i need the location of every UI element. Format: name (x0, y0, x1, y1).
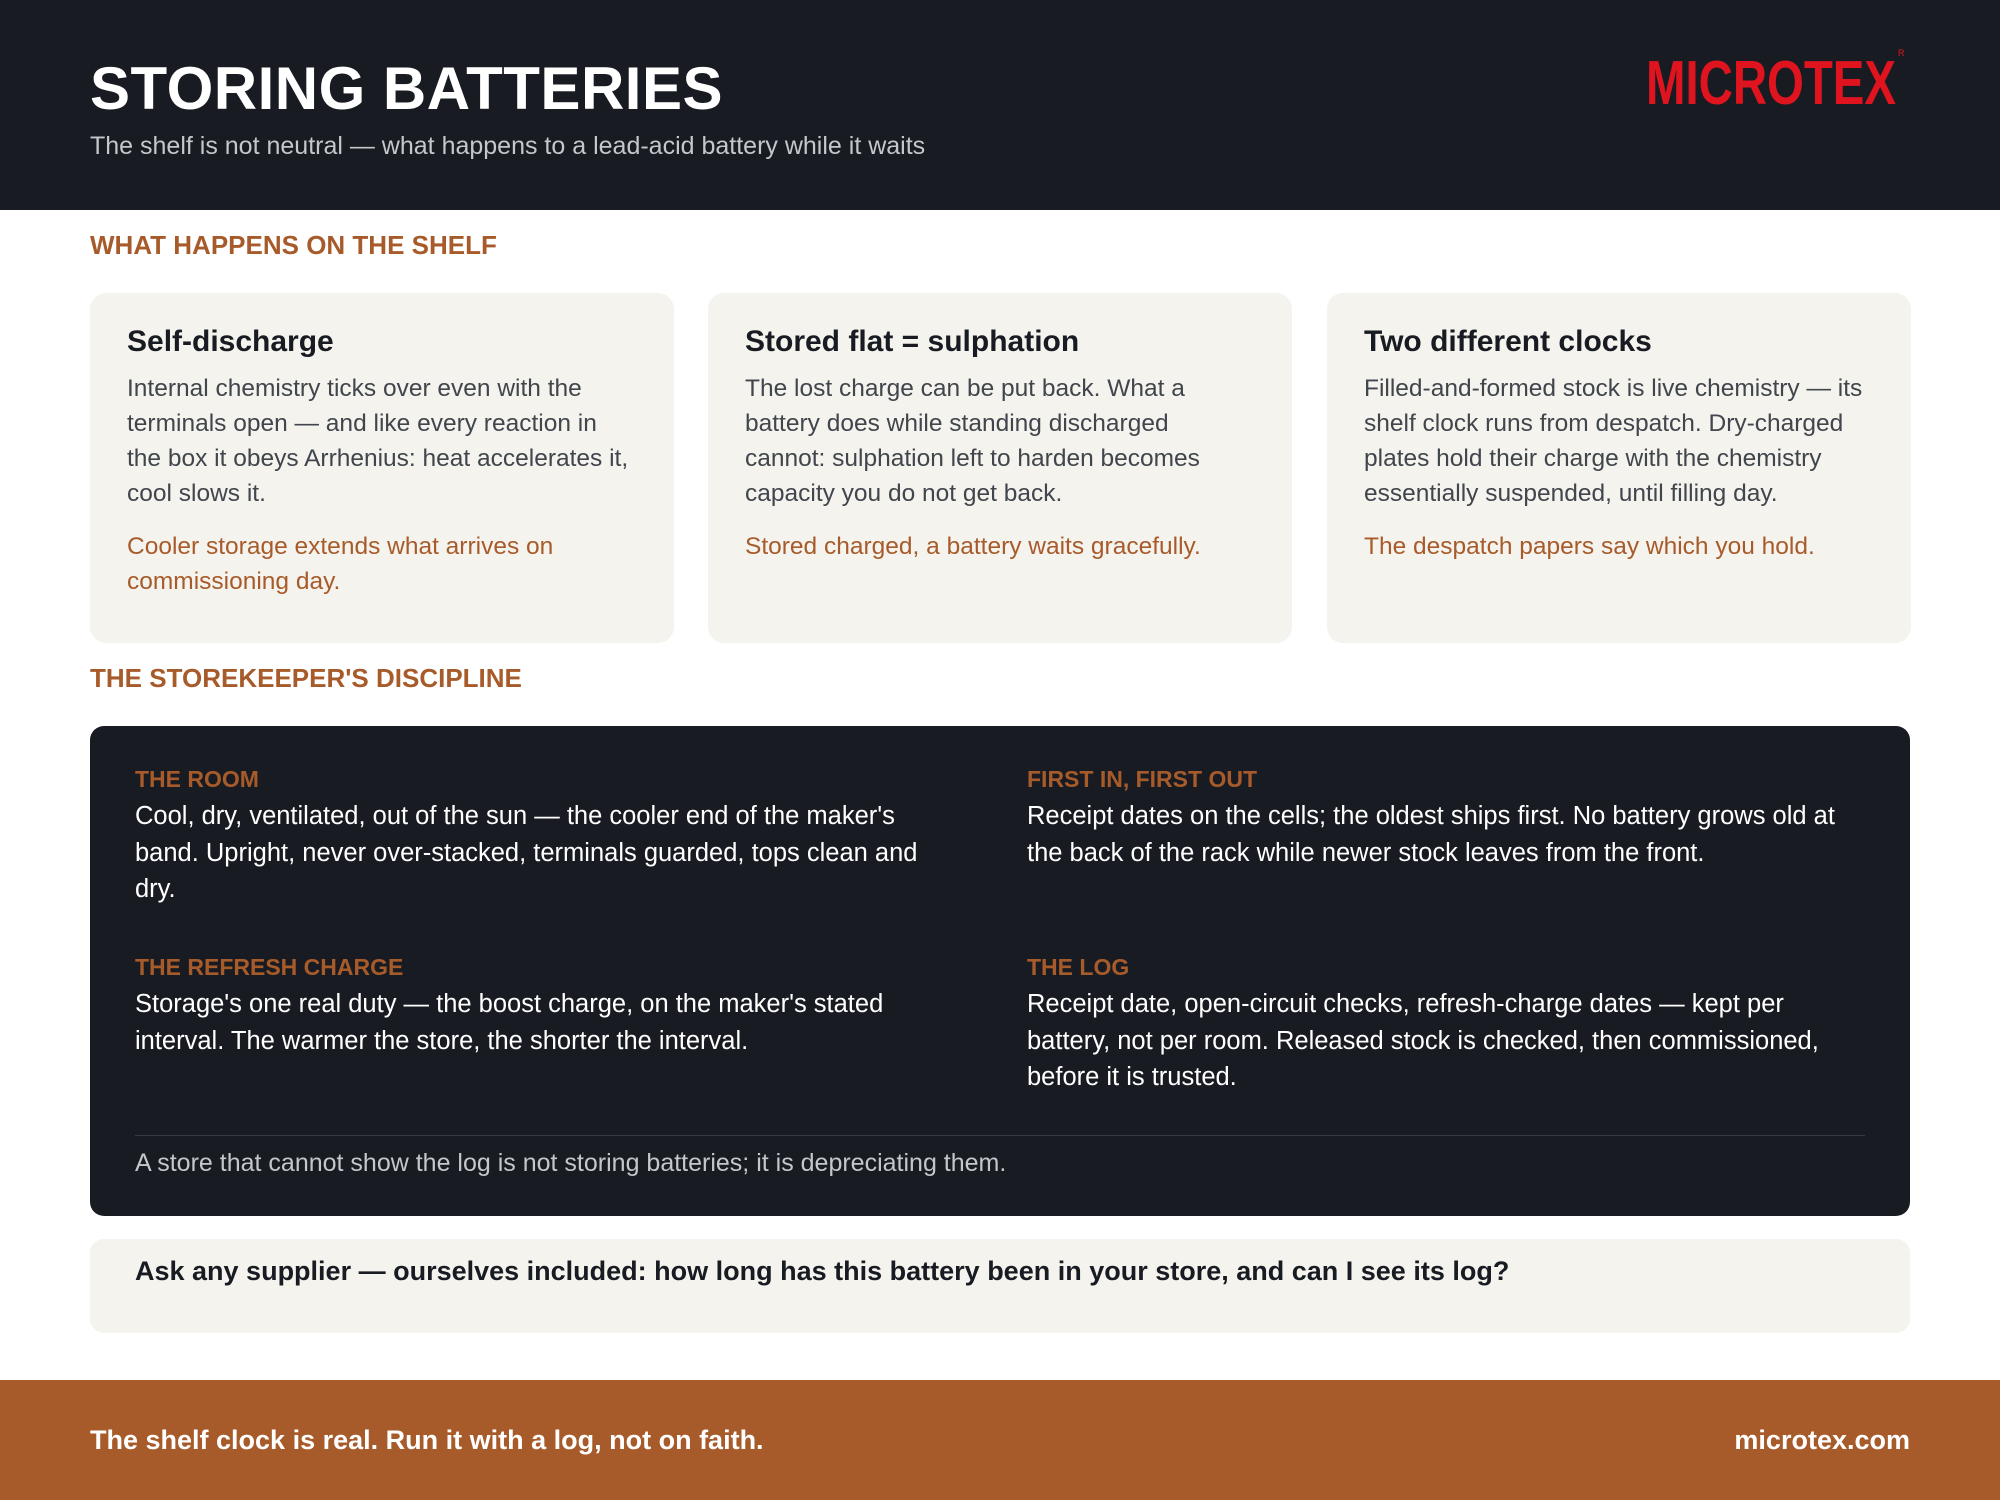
discipline-label: THE ROOM (135, 766, 259, 792)
card-body: Filled-and-formed stock is live chemistry — its shelf clock runs from despatch. Dry-charged plates hold their charge with the chemistry essentially suspended, until filling day. (1364, 375, 1863, 507)
discipline-item-refresh-charge (135, 952, 965, 1059)
footer-bar (0, 1380, 2000, 1500)
divider (135, 1135, 1865, 1136)
logo-registered-mark: R (1898, 48, 1905, 58)
discipline-text: Receipt date, open-circuit checks, refresh-charge dates — kept per battery, not per room. Released stock is checked, then commissioned, before it is trusted. (1027, 990, 1819, 1091)
card-self-discharge (90, 293, 674, 643)
card-note: The despatch papers say which you hold. (1364, 533, 1815, 560)
card-title: Stored flat = sulphation (745, 325, 1080, 358)
discipline-label: FIRST IN, FIRST OUT (1027, 766, 1257, 792)
discipline-panel (90, 726, 1910, 1216)
discipline-text: Storage's one real duty — the boost charge, on the maker's stated interval. The warmer the store, the shorter the interval. (135, 990, 884, 1055)
card-body: The lost charge can be put back. What a battery does while standing discharged cannot: sulphation left to harden becomes capacity you do not get back. (745, 375, 1200, 507)
logo-wordmark: MICROTEX (1646, 49, 1896, 112)
card-sulphation (708, 293, 1292, 643)
card-note: Stored charged, a battery waits gracefully. (745, 533, 1201, 560)
discipline-text: Cool, dry, ventilated, out of the sun — the cooler end of the maker's band. Upright, never over-stacked, terminals guarded, tops clean and dry. (135, 802, 918, 903)
discipline-item-room (135, 764, 965, 908)
card-title: Self-discharge (127, 325, 334, 358)
supplier-question-box (90, 1239, 1910, 1333)
card-two-clocks (1327, 293, 1911, 643)
shelf-section-heading: WHAT HAPPENS ON THE SHELF (90, 230, 497, 260)
discipline-footer-note: A store that cannot show the log is not storing batteries; it is depreciating them. (135, 1149, 1007, 1177)
supplier-question-text: Ask any supplier — ourselves included: how long has this battery been in your store, and can I see its log? (135, 1256, 1510, 1286)
discipline-item-fifo (1027, 764, 1857, 871)
microtex-logo[interactable] (1646, 48, 1908, 112)
discipline-text: Receipt dates on the cells; the oldest ships first. No battery grows old at the back of the rack while newer stock leaves from the front. (1027, 802, 1835, 867)
page-subtitle: The shelf is not neutral — what happens to a lead-acid battery while it waits (90, 132, 926, 160)
discipline-label: THE REFRESH CHARGE (135, 954, 404, 980)
header-banner (0, 0, 2000, 210)
discipline-label: THE LOG (1027, 954, 1130, 980)
card-body: Internal chemistry ticks over even with the terminals open — and like every reaction in the box it obeys Arrhenius: heat accelerates it, cool slows it. (127, 375, 629, 507)
card-note: Cooler storage extends what arrives on commissioning day. (127, 533, 554, 595)
page-title: STORING BATTERIES (90, 55, 723, 122)
website-link[interactable]: microtex.com (1734, 1425, 1910, 1455)
card-title: Two different clocks (1364, 325, 1652, 358)
discipline-item-log (1027, 952, 1857, 1096)
discipline-section-heading: THE STOREKEEPER'S DISCIPLINE (90, 663, 522, 693)
footer-tagline: The shelf clock is real. Run it with a log, not on faith. (90, 1425, 764, 1455)
